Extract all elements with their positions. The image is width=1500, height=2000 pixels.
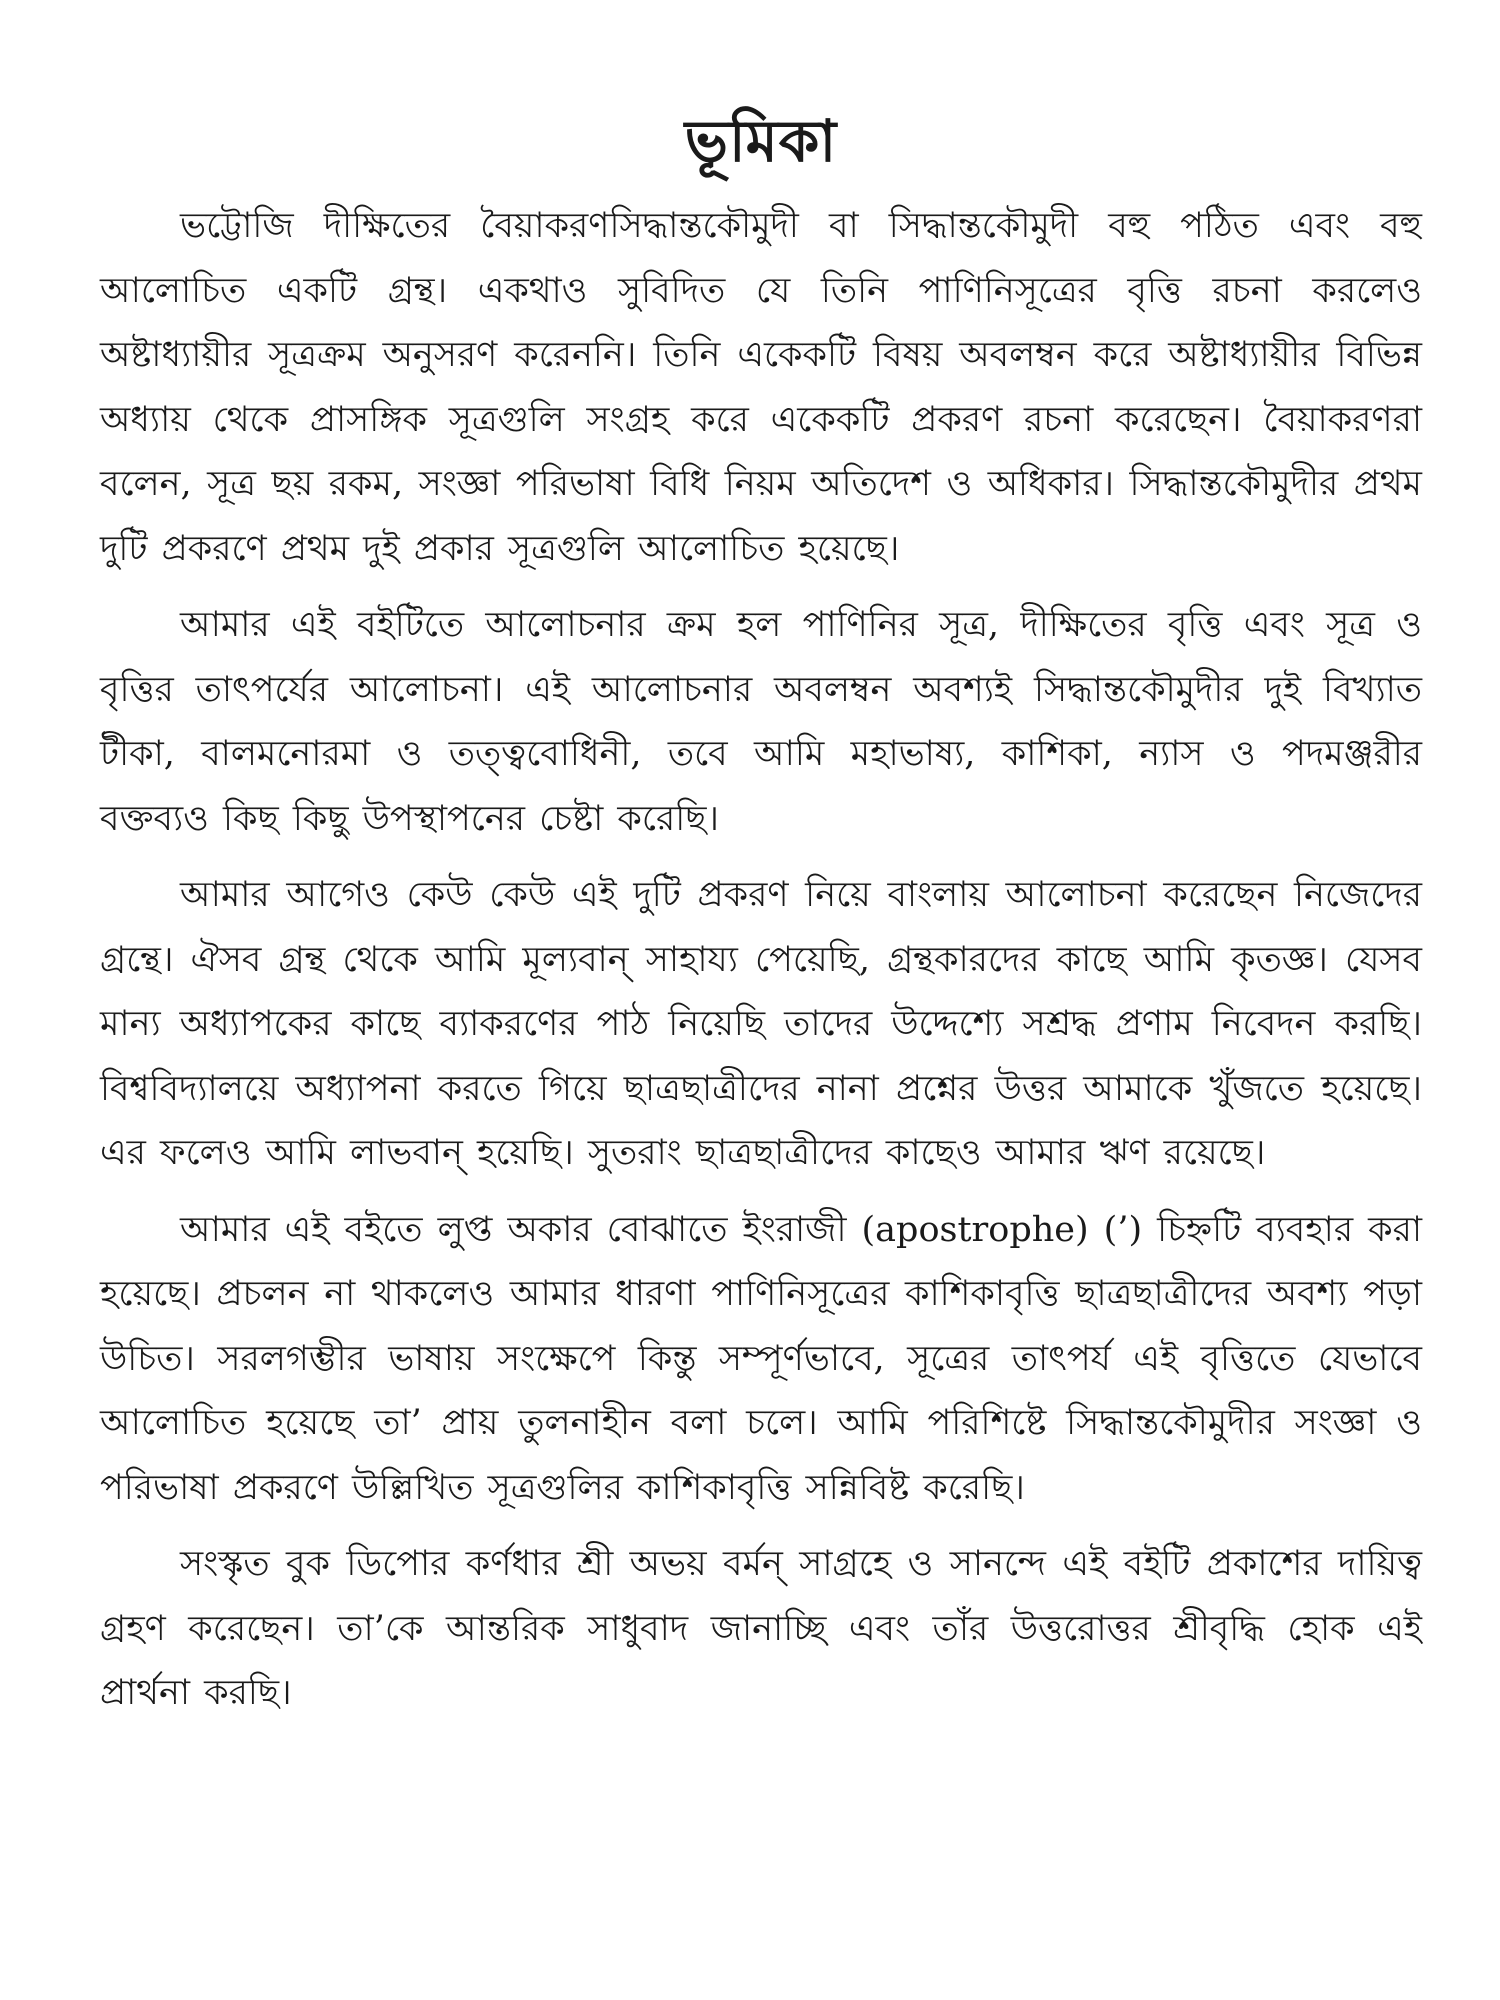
paragraph-1: ভট্টোজি দীক্ষিতের বৈয়াকরণসিদ্ধান্তকৌমুদী বা সিদ্ধান্তকৌমুদী বহু পঠিত এবং বহু আলোচিত একটি গ্রন্থ। একথাও সুবিদিত যে তিনি পাণিনিসূত্রের বৃত্তি রচনা করলেও অষ্টাধ্যায়ীর সূত্রক্রম অনুসরণ করেননি। তিনি একেকটি বিষয় অবলম্বন করে অষ্টাধ্যায়ীর বিভিন্ন অধ্যায় থেকে প্রাসঙ্গিক সূত্রগুলি সংগ্রহ করে একেকটি প্রকরণ রচনা করেছেন। বৈয়াকরণরা বলেন, সূত্র ছয় রকম, সংজ্ঞা পরিভাষা বিধি নিয়ম অতিদেশ ও অধিকার। সিদ্ধান্তকৌমুদীর প্রথম দুটি প্রকরণে প্রথম দুই প্রকার সূত্রগুলি আলোচিত হয়েছে। (100, 206, 1422, 569)
paragraph-3: আমার আগেও কেউ কেউ এই দুটি প্রকরণ নিয়ে বাংলায় আলোচনা করেছেন নিজেদের গ্রন্থে। ঐসব গ্রন্থ থেকে আমি মূল্যবান্ সাহায্য পেয়েছি, গ্রন্থকারদের কাছে আমি কৃতজ্ঞ। যেসব মান্য অধ্যাপকের কাছে ব্যাকরণের পাঠ নিয়েছি তাদের উদ্দেশ্যে সশ্রদ্ধ প্রণাম নিবেদন করছি। বিশ্ববিদ্যালয়ে অধ্যাপনা করতে গিয়ে ছাত্রছাত্রীদের নানা প্রশ্নের উত্তর আমাকে খুঁজতে হয়েছে। এর ফলেও আমি লাভবান্ হয়েছি। সুতরাং ছাত্রছাত্রীদের কাছেও আমার ঋণ রয়েছে। (100, 875, 1422, 1173)
paragraph-5: সংস্কৃত বুক ডিপোর কর্ণধার শ্রী অভয় বর্মন্ সাগ্রহে ও সানন্দে এই বইটি প্রকাশের দায়িত্ব গ্রহণ করেছেন। তা’কে আন্তরিক সাধুবাদ জানাচ্ছি এবং তাঁর উত্তরোত্তর শ্রীবৃদ্ধি হোক এই প্রার্থনা করছি। (100, 1544, 1422, 1713)
page-title: ভূমিকা (684, 107, 838, 175)
paragraph-4: আমার এই বইতে লুপ্ত অকার বোঝাতে ইংরাজী (apostrophe) (’) চিহ্নটি ব্যবহার করা হয়েছে। প্রচলন না থাকলেও আমার ধারণা পাণিনিসূত্রের কাশিকাবৃত্তি ছাত্রছাত্রীদের অবশ্য পড়া উচিত। সরলগম্ভীর ভাষায় সংক্ষেপে কিন্তু সম্পূর্ণভাবে, সূত্রের তাৎপর্য এই বৃত্তিতে যেভাবে আলোচিত হয়েছে তা’ প্রায় তুলনাহীন বলা চলে। আমি পরিশিষ্টে সিদ্ধান্তকৌমুদীর সংজ্ঞা ও পরিভাষা প্রকরণে উল্লিখিত সূত্রগুলির কাশিকাবৃত্তি সন্নিবিষ্ট করেছি। (100, 1209, 1422, 1508)
paragraph-2: আমার এই বইটিতে আলোচনার ক্রম হল পাণিনির সূত্র, দীক্ষিতের বৃত্তি এবং সূত্র ও বৃত্তির তাৎপর্যের আলোচনা। এই আলোচনার অবলম্বন অবশ্যই সিদ্ধান্তকৌমুদীর দুই বিখ্যাত টীকা, বালমনোরমা ও তত্ত্ববোধিনী, তবে আমি মহাভাষ্য, কাশিকা, ন্যাস ও পদমঞ্জরীর বক্তব্যও কিছ কিছু উপস্থাপনের চেষ্টা করেছি। (100, 605, 1422, 839)
